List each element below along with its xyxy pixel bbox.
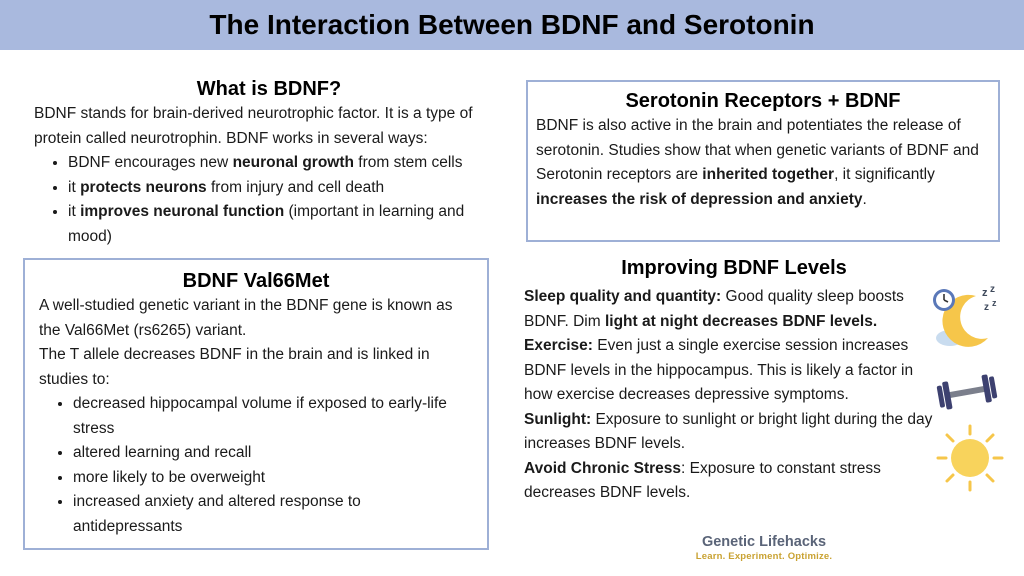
list-item: • more likely to be overweight — [73, 466, 473, 491]
what-is-bdnf-section — [34, 76, 504, 249]
genetic-lifehacks-logo — [690, 534, 838, 563]
serotonin-text: BDNF is also active in the brain and potentiates the release of serotonin. Studies show that when genetic variants of BDNF and Serotonin receptors are inherited together, it significantly increases the risk of depression and anxiety. — [536, 117, 979, 208]
dumbbell-icon — [934, 372, 1000, 412]
serotonin-box — [526, 80, 1000, 242]
title-banner — [0, 0, 1024, 50]
val66met-list — [39, 392, 473, 539]
what-heading: What is BDNF? — [196, 78, 342, 100]
list-item: • decreased hippocampal volume if exposed to early-life stress — [73, 392, 473, 441]
page-title: The Interaction Between BDNF and Serotonin — [209, 9, 815, 40]
svg-text:z: z — [982, 287, 988, 299]
sun-icon — [936, 424, 1004, 492]
list-item: • altered learning and recall — [73, 441, 473, 466]
svg-text:z: z — [992, 298, 997, 308]
val66met-heading: BDNF Val66Met — [182, 270, 330, 292]
logo-name: Genetic Lifehacks — [701, 534, 827, 550]
stress-paragraph: Avoid Chronic Stress: Exposure to constant stress decreases BDNF levels. — [524, 459, 881, 501]
serotonin-heading: Serotonin Receptors + BDNF — [625, 90, 901, 112]
val66met-p1: A well-studied genetic variant in the BDNF gene is known as the Val66Met (rs6265) variant. — [39, 297, 453, 339]
sunlight-paragraph: Sunlight: Exposure to sunlight or bright light during the day increases BDNF levels. — [524, 410, 933, 452]
list-item: • increased anxiety and altered response to antidepressants — [73, 490, 473, 539]
svg-text:z: z — [990, 284, 995, 295]
improving-heading: Improving BDNF Levels — [621, 257, 847, 279]
svg-text:z: z — [984, 302, 989, 313]
what-intro: BDNF stands for brain-derived neurotrophic factor. It is a type of protein called neurotrophin. BDNF works in several ways: — [34, 105, 473, 147]
improving-section — [524, 255, 944, 506]
moon-clock-zzz-icon — [926, 280, 1006, 352]
exercise-paragraph: Exercise: Even just a single exercise session increases BDNF levels in the hippocampus. This is likely a factor in how exercise decreases depressive symptoms. — [524, 337, 914, 403]
sleep-paragraph: Sleep quality and quantity: Good quality sleep boosts BDNF. Dim light at night decreases BDNF levels. — [524, 288, 904, 330]
list-item: • it improves neuronal function (important in learning and mood) — [68, 200, 504, 249]
what-bullet-list — [34, 151, 504, 249]
val66met-p2: The T allele decreases BDNF in the brain and is linked in studies to: — [39, 346, 430, 388]
val66met-box — [23, 258, 489, 550]
list-item: • it protects neurons from injury and cell death — [68, 176, 504, 201]
list-item: • BDNF encourages new neuronal growth from stem cells — [68, 151, 504, 176]
logo-tagline: Learn. Experiment. Optimize. — [695, 551, 833, 562]
